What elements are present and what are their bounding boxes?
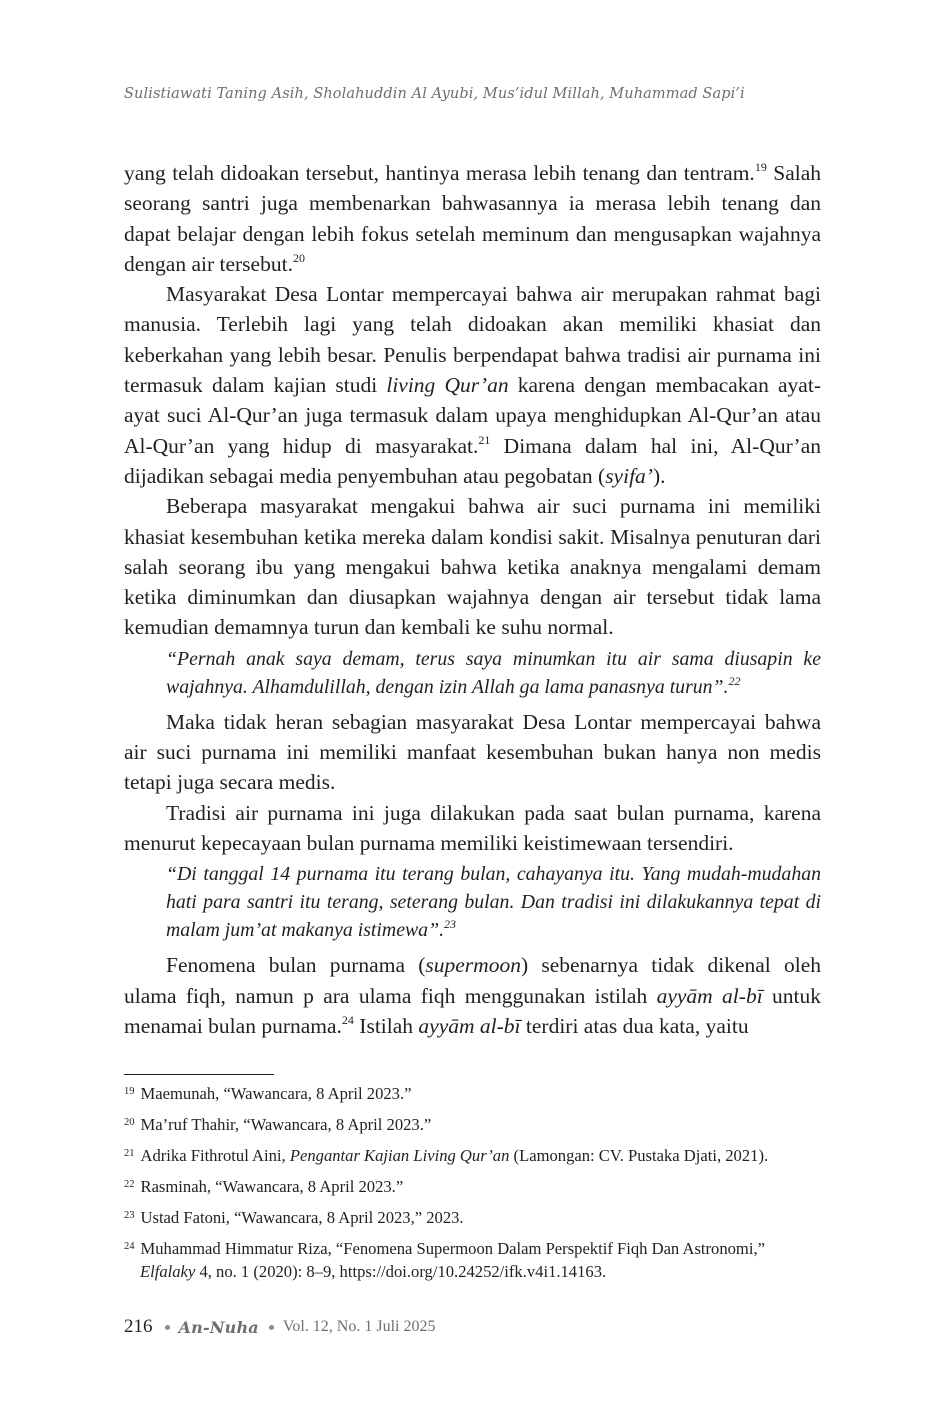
- footnote-24: $^{24}$ Muhammad Himmatur Riza, “Fenomena Supermoon Dalam Perspektif Fiqh Dan Astronomi,” Elfalaky 4, no. 1 (2020): 8–9, https://doi.org/10.24252/ifk.v4i1.14163.: [124, 1239, 765, 1281]
- paragraph-2: Masyarakat Desa Lontar mempercayai bahwa air merupakan rahmat bagi manusia. Terlebih lagi yang telah didoakan akan memiliki khasiat dan keberkahan yang lebih besar. Penulis berpendapat bahwa tradisi air purnama ini termasuk dalam kajian studi living Qur’an karena dengan membacakan ayat-ayat suci Al-Qur’an juga termasuk dalam upaya menghidupkan Al-Qur’an atau Al-Qur’an yang hidup di masyarakat.$^{21}$ Dimana dalam hal ini, Al-Qur’an dijadikan sebagai media penyembuhan atau pegobatan (syifa’).: [124, 282, 822, 488]
- interview-quote-1: “Pernah anak saya demam, terus saya minumkan itu air sama diusapin ke wajahnya. Alhamdulillah, dengan izin Allah ga lama panasnya turun”.$^{22}$: [166, 647, 821, 698]
- paragraph-6: Fenomena bulan purnama (supermoon) sebenarnya tidak dikenal oleh ulama fiqh, namun p ara ulama fiqh menggunakan istilah ayyām al-bī untuk menamai bulan purnama.$^{24}$ Istilah ayyām al-bī terdiri atas dua kata, yaitu: [124, 953, 822, 1038]
- article-body: [124, 158, 821, 1041]
- footnote-20: $^{20}$ Ma’ruf Thahir, “Wawancara, 8 April 2023.”: [124, 1115, 432, 1134]
- footnote-22: $^{22}$ Rasminah, “Wawancara, 8 April 2023.”: [124, 1177, 404, 1196]
- footnote-ref-24[interactable]: 24: [341, 1012, 354, 1027]
- page-footer: [124, 1315, 435, 1339]
- bullet-dot-icon: [165, 1325, 170, 1330]
- doi-link[interactable]: 4, no. 1 (2020): 8–9, https://doi.org/10.24252/ifk.v4i1.14163.: [195, 1262, 607, 1281]
- running-head-authors: Sulistiawati Taning Asih, Sholahuddin Al Ayubi, Mus’idul Millah, Muhammad Sapi’i: [124, 86, 745, 102]
- paragraph-5: Tradisi air purnama ini juga dilakukan pada saat bulan purnama, karena menurut kepecayaan bulan purnama memiliki keistimewaan tersendiri.: [124, 800, 821, 855]
- paragraph-1: yang telah didoakan tersebut, hantinya merasa lebih tenang dan tentram.$^{19}$ Salah seorang santri juga membenarkan bahwasannya ia merasa lebih tenang dan dapat belajar dengan lebih fokus setelah meminum dan mengusapkan wajahnya dengan air tersebut.$^{20}$: [124, 160, 822, 276]
- paragraph-4: Maka tidak heran sebagian masyarakat Desa Lontar mempercayai bahwa air suci purnama ini memiliki manfaat kesembuhan bukan hanya non medis tetapi juga secara medis.: [124, 709, 821, 795]
- page-number: 216: [124, 1316, 153, 1337]
- footnotes: [124, 1080, 821, 1289]
- footnote-separator: [124, 1074, 274, 1075]
- interview-quote-2: “Di tanggal 14 purnama itu terang bulan, cahayanya itu. Yang mudah-mudahan hati para santri itu terang, seterang bulan. Dan tradisi ini dilakukannya tepat di malam jum’at makanya istimewa”.$^{23}$: [166, 863, 821, 942]
- paragraph-3: Beberapa masyarakat mengakui bahwa air suci purnama ini memiliki khasiat kesembuhan ketika mereka dalam kondisi sakit. Misalnya penuturan dari salah seorang ibu yang mengakui bahwa ketika anaknya mengalami demam ketika diminumkan dan diusapkan wajahnya dengan air tersebut tidak lama kemudian demamnya turun dan kembali ke suhu normal.: [124, 494, 821, 640]
- footnote-21: $^{21}$ Adrika Fithrotul Aini, Pengantar Kajian Living Qur’an (Lamongan: CV. Pustaka Djati, 2021).: [124, 1146, 769, 1165]
- journal-issue: Vol. 12, No. 1 Juli 2025: [282, 1318, 436, 1335]
- footnote-ref-22[interactable]: 22: [728, 673, 741, 688]
- footnote-ref-19[interactable]: 19: [754, 160, 767, 174]
- footnote-23: $^{23}$ Ustad Fatoni, “Wawancara, 8 April 2023,” 2023.: [124, 1208, 464, 1227]
- journal-logo: An-Nuha: [178, 1317, 259, 1337]
- footnote-19: $^{19}$ Maemunah, “Wawancara, 8 April 2023.”: [124, 1084, 412, 1103]
- footnote-ref-21[interactable]: 21: [478, 432, 491, 447]
- bullet-dot-icon: [269, 1325, 274, 1330]
- footnote-ref-20[interactable]: 20: [292, 250, 305, 265]
- footnote-ref-23[interactable]: 23: [444, 917, 457, 932]
